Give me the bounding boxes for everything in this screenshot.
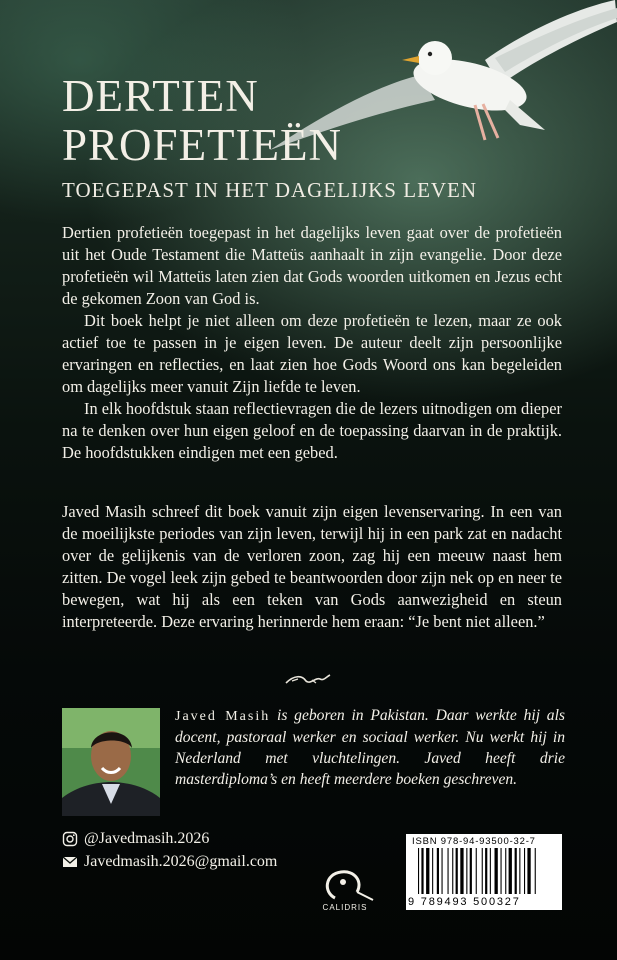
book-subtitle: TOEGEPAST IN HET DAGELIJKS LEVEN	[62, 178, 478, 202]
description-paragraph-3: In elk hoofdstuk staan reflectievragen die de lezers uitnodigen om dieper na te denken over hun eigen geloof en de toepassing daarvan in de praktijk. De hoofdstukken eindigen met een gebed.	[62, 399, 562, 462]
publisher-name: CALIDRIS	[322, 903, 368, 912]
author-name: Javed Masih	[175, 709, 271, 724]
ornament-divider-icon	[284, 673, 332, 687]
isbn-barcode	[406, 834, 562, 910]
description-block	[62, 222, 562, 464]
author-bio-text: is geboren in Pakistan. Daar werkte hij als docent, pastoraal werker en sociaal werker. Nu werkt hij in Nederland met vluchtelingen. Javed heeft drie masterdiploma’s en heeft meerdere boeken geschreven.	[175, 707, 565, 788]
author-photo	[62, 708, 160, 816]
description-paragraph-2: Dit boek helpt je niet alleen om deze profetieën te lezen, maar ze ook actief toe te passen in je eigen leven. De auteur deelt zijn persoonlijke ervaringen en reflecties, en laat zien hoe Gods Woord ons kan begeleiden om dagelijks meer vanuit Zijn liefde te leven.	[62, 311, 562, 396]
title-line-2: PROFETIEËN	[62, 120, 342, 170]
instagram-contact[interactable]	[62, 830, 209, 848]
story-paragraph: Javed Masih schreef dit boek vanuit zijn eigen levenservaring. In een van de moeilijkste periodes van zijn leven, terwijl hij in een park zat en nadacht over de gelijkenis van de verloren zoon, zag hij een meeuw naast hem zitten. De vogel leek zijn gebed te beantwoorden door zijn nek op en neer te bewegen, wat hij als een teken van Gods aanwezigheid en steun interpreteerde. Deze ervaring herinnerde hem eraan: “Je bent niet alleen.”	[62, 502, 562, 631]
instagram-handle: @Javedmasih.2026	[84, 830, 210, 847]
envelope-icon	[62, 854, 78, 870]
story-block	[62, 501, 562, 633]
title-line-1: DERTIEN	[62, 71, 259, 121]
book-title	[62, 72, 342, 170]
instagram-icon	[62, 831, 78, 847]
email-address: Javedmasih.2026@gmail.com	[84, 853, 278, 870]
description-paragraph-1: Dertien profetieën toegepast in het dagelijks leven gaat over de profetieën uit het Oude Testament die Matteüs aanhaalt in zijn evangelie. Door deze profetieën wil Matteüs laten zien dat Gods woorden uitkomen en Jezus echt de gekomen Zoon van God is.	[62, 223, 562, 308]
calidris-logo	[317, 868, 379, 904]
isbn-label: ISBN 978-94-93500-32-7	[412, 836, 536, 847]
email-contact[interactable]	[62, 853, 277, 871]
author-bio	[175, 705, 565, 790]
barcode-bars	[406, 848, 562, 896]
barcode-number: 9 789493 500327	[408, 896, 521, 908]
